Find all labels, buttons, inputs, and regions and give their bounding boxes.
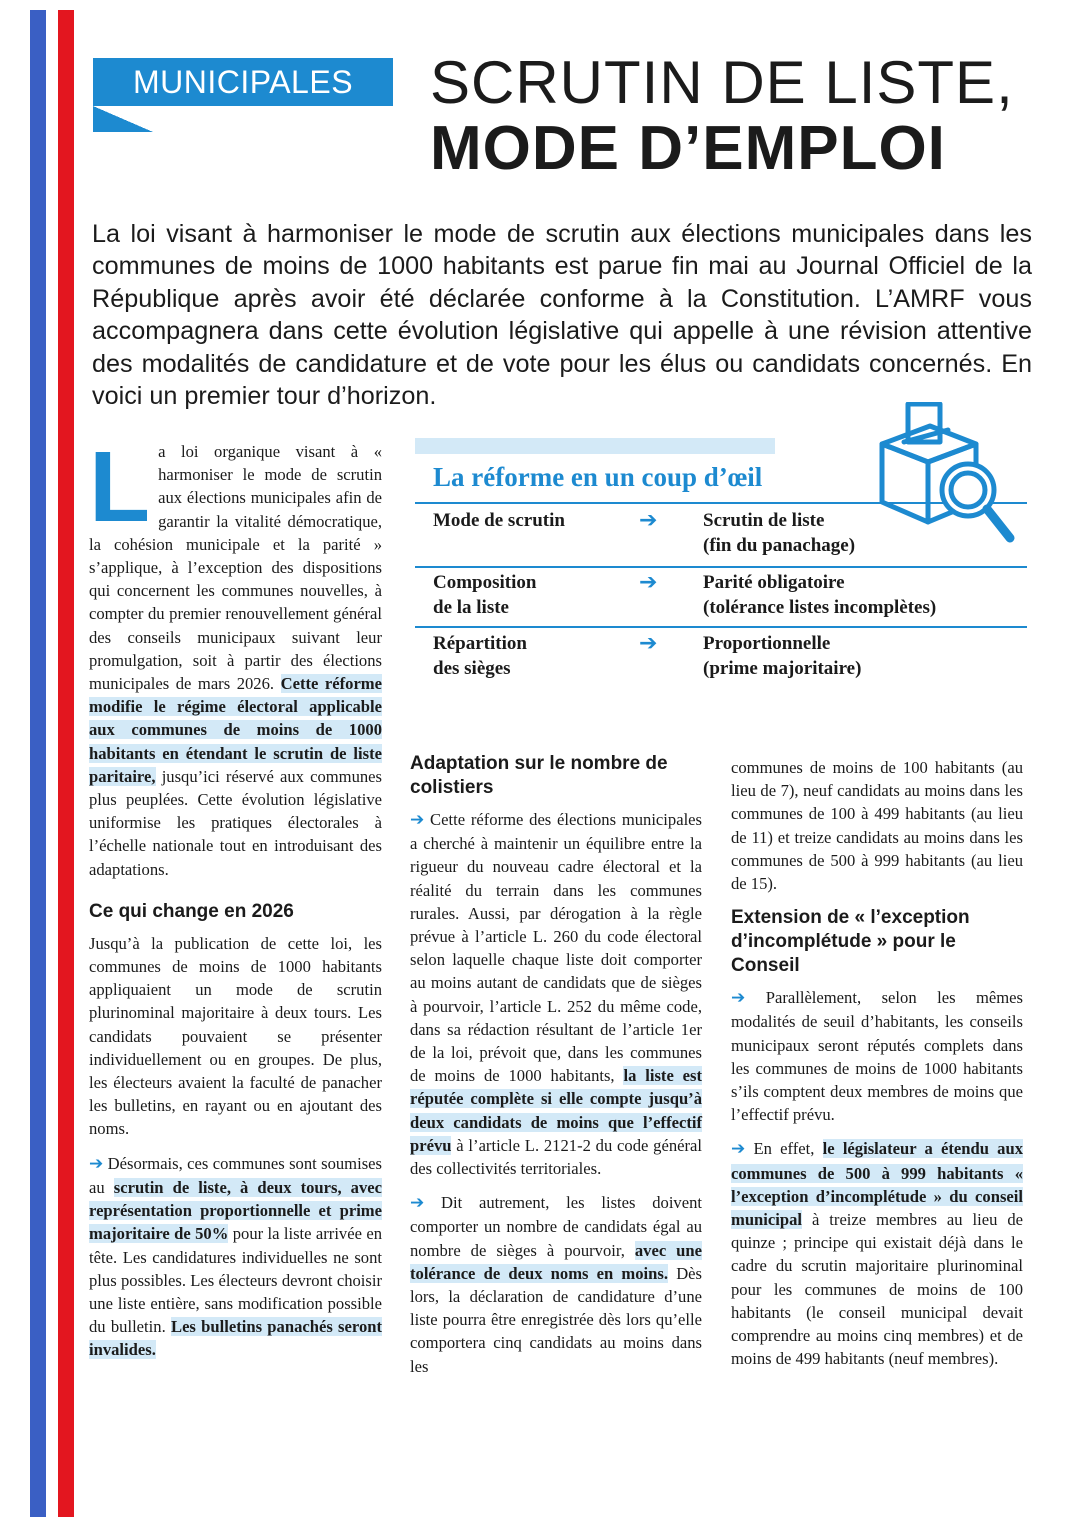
highlight-text: Les bulletins panachés seront invalides.	[89, 1317, 382, 1360]
ballot-box-magnifier-icon	[878, 402, 1028, 552]
row-value-repartition: Proportionnelle (prime majoritaire)	[703, 633, 862, 679]
subheading-adaptation: Adaptation sur le nombre de colistiers	[410, 753, 668, 798]
subheading-ce-qui-change: Ce qui change en 2026	[89, 900, 294, 922]
page-title-line2: MODE D’EMPLOI	[430, 114, 946, 183]
arrow-right-icon: ➔	[731, 988, 746, 1009]
column-2	[410, 752, 702, 1378]
arrow-right-icon: ➔	[410, 810, 425, 830]
arrow-right-icon: ➔	[89, 1153, 104, 1174]
section-tag: MUNICIPALES 2026	[93, 58, 393, 106]
row-label-mode: Mode de scrutin	[433, 510, 565, 531]
column-1	[89, 431, 383, 1362]
page-title-line1: SCRUTIN DE LISTE,	[430, 49, 1014, 116]
divider	[415, 566, 1027, 568]
arrow-right-icon: ➔	[410, 1193, 425, 1214]
subheading-extension: Extension de « l’exception d’incomplétude » pour le Conseil	[731, 907, 970, 977]
flag-stripe-blue	[30, 10, 46, 1517]
lead-paragraph: La loi visant à harmoniser le mode de scrutin aux élections municipales dans les communes de moins de 1000 habitants est parue fin mai au Journal Officiel de la République après avoir été déclarée conforme à la Constitution. L’AMRF vous accompagnera dans cette évolution législative qui appelle à une révision attentive des modalités de candidature et de vote pour les élus ou candidats concernés. En voici un premier tour d’horizon.	[92, 220, 1032, 411]
dropcap: L	[89, 431, 151, 543]
divider	[415, 626, 1027, 628]
paragraph: ➔ Dit autrement, les listes doivent comporter un nombre de candidats égal au nombre de sièges à pourvoir, avec une tolérance de deux noms en moins. Dès lors, la déclaration de candidature d’une liste pourra être enregistrée dès lors qu’elle comportera cinq candidats au moins dans les	[410, 1193, 702, 1376]
paragraph: ➔ Désormais, ces communes sont soumises au scrutin de liste, à deux tours, avec représentation proportionnelle et prime majoritaire de 50% pour la liste arrivée en tête. Les candidatures individuelles ne sont plus possibles. Les électeurs devront choisir une liste entière, sans modification possible du bulletin. Les bulletins panachés seront invalides.	[89, 1153, 383, 1360]
row-value-composition: Parité obligatoire (tolérance listes incomplètes)	[703, 572, 937, 618]
arrow-right-icon: ➔	[639, 508, 658, 533]
paragraph: ➔ Cette réforme des élections municipales a cherché à maintenir un équilibre entre la rigueur du nouveau cadre électoral et la réalité du terrain dans les communes rurales. Aussi, par dérogation à la règle prévue à l’article L. 260 du code électoral selon laquelle chaque liste doit comporter au moins autant de candidats que de sièges à pourvoir, l’article L. 252 du même code, dans sa rédaction résultant de l’article 1er de la loi, prévoit que, dans les communes de moins de 1000 habitants, la liste est réputée complète si elle compte jusqu’à deux candidats de moins que l’effectif prévu à l’article L. 2121-2 du code général des collectivités territoriales.	[410, 810, 703, 1179]
paragraph: ➔ En effet, le législateur a étendu aux communes de 500 à 999 habitants « l’exception d’incomplétude » du conseil municipal à treize membres au lieu de quinze ; principe qui existait déjà dans le cadre du scrutin majoritaire plurinominal pour les communes de moins de 100 habitants (le conseil municipal devait comprendre au moins cinq membres) et de moins de 499 habitants (neuf membres).	[731, 1139, 1024, 1369]
box-title: La réforme en un coup d’œil	[433, 462, 763, 492]
paragraph: ➔ Parallèlement, selon les mêmes modalités de seuil d’habitants, les conseils municipaux seront réputés complets dans les communes de moins de 1000 habitants s’ils comptent deux membres de moins que l’effectif prévu.	[731, 988, 1023, 1125]
column-3	[731, 756, 1023, 1370]
highlight-text: le législateur a étendu aux communes de 500 à 999 habitants « l’exception d’incomplétude » du conseil municipal	[731, 1139, 1023, 1230]
paragraph: Jusqu’à la publication de cette loi, les communes de moins de 1000 habitants appliquaient un mode de scrutin plurinominal majoritaire à deux tours. Les candidats pouvaient se présenter individuellement ou en groupes. De plus, les électeurs avaient la faculté de panacher les bulletins, en rayant ou en ajoutant des noms.	[89, 933, 382, 1139]
row-label-repartition: Répartition des sièges	[433, 633, 527, 679]
paragraph: communes de moins de 100 habitants (au lieu de 7), neuf candidats au moins dans les communes de 100 à 499 habitants (au lieu de 11) et treize candidats au moins dans les communes de 500 à 999 habitants (au lieu de 15).	[731, 758, 1023, 894]
arrow-right-icon: ➔	[731, 1139, 746, 1160]
row-label-composition: Composition de la liste	[433, 572, 537, 618]
section-tag-tail	[93, 106, 153, 132]
intro-paragraph: La loi organique visant à « harmoniser le mode de scrutin aux élections municipales afin de garantir la vitalité démocratique, la cohésion municipale et la parité » s’applique, à l’exception des dispositions qui concernent les communes nouvelles, à compter du premier renouvellement général des conseils municipaux suivant leur promulgation, soit à partir des élections municipales de mars 2026. Cette réforme modifie le régime électoral applicable aux communes de moins de 1000 habitants en étendant le scrutin de liste paritaire, jusqu’ici réservé aux communes plus peuplées. Cette évolution législative uniformise les pratiques électorales à l’échelle nationale tout en introduisant des adaptations.	[89, 431, 382, 879]
box-accent-bar	[415, 438, 775, 454]
highlight-text: la liste est réputée complète si elle compte jusqu’à deux candidats de moins que l’effectif prévu	[410, 1066, 703, 1155]
highlight-text: Cette réforme modifie le régime électoral applicable aux communes de moins de 1000 habitants en étendant le scrutin de liste paritaire,	[89, 674, 382, 786]
highlight-text: scrutin de liste, à deux tours, avec représentation proportionnelle et prime majoritaire de 50%	[89, 1177, 383, 1244]
flag-stripe-red	[58, 10, 74, 1517]
row-value-mode: Scrutin de liste (fin du panachage)	[703, 510, 856, 556]
arrow-right-icon: ➔	[639, 631, 658, 656]
arrow-right-icon: ➔	[639, 570, 658, 595]
highlight-text: avec une tolérance de deux noms en moins.	[410, 1240, 702, 1283]
